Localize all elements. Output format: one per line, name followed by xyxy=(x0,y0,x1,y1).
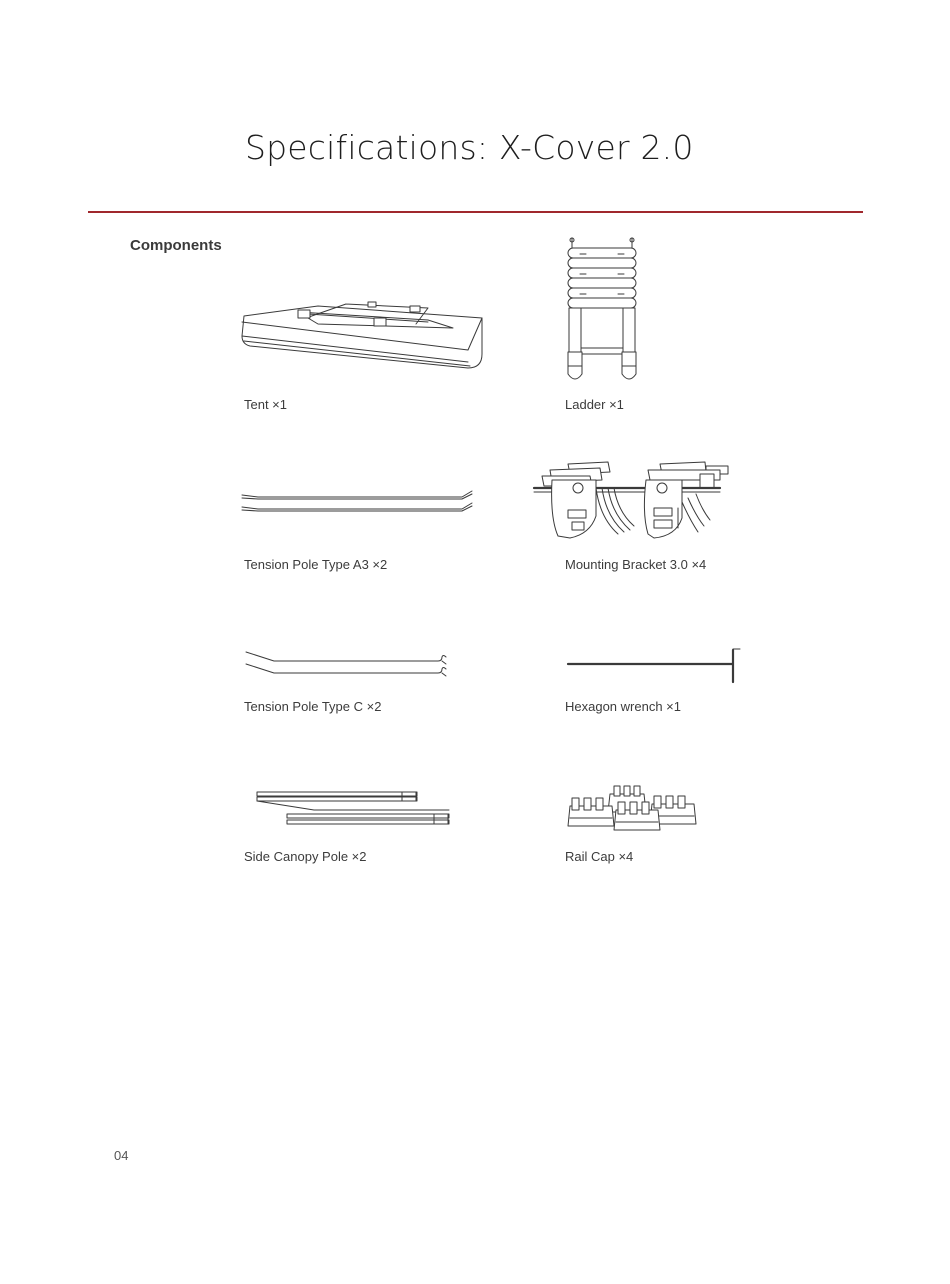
rail-cap-icon xyxy=(562,784,702,834)
component-label: Tension Pole Type A3 ×2 xyxy=(244,557,388,572)
component-label: Mounting Bracket 3.0 ×4 xyxy=(565,557,707,572)
side-canopy-pole-icon xyxy=(252,788,454,830)
tension-pole-c-icon xyxy=(242,648,452,680)
title-divider xyxy=(88,211,863,213)
component-label: Tent ×1 xyxy=(244,397,288,412)
component-label: Ladder ×1 xyxy=(565,397,624,412)
tent-icon xyxy=(238,296,488,376)
component-label: Rail Cap ×4 xyxy=(565,849,634,864)
ladder-icon xyxy=(560,234,650,386)
mounting-bracket-icon xyxy=(530,458,735,544)
component-label: Tension Pole Type C ×2 xyxy=(244,699,382,714)
component-label: Side Canopy Pole ×2 xyxy=(244,849,367,864)
page-title: Specifications: X-Cover 2.0 xyxy=(245,128,694,167)
hexagon-wrench-icon xyxy=(564,644,746,686)
tension-pole-a3-icon xyxy=(238,486,480,516)
section-heading: Components xyxy=(130,237,222,254)
page-number: 04 xyxy=(114,1148,129,1163)
component-label: Hexagon wrench ×1 xyxy=(565,699,681,714)
